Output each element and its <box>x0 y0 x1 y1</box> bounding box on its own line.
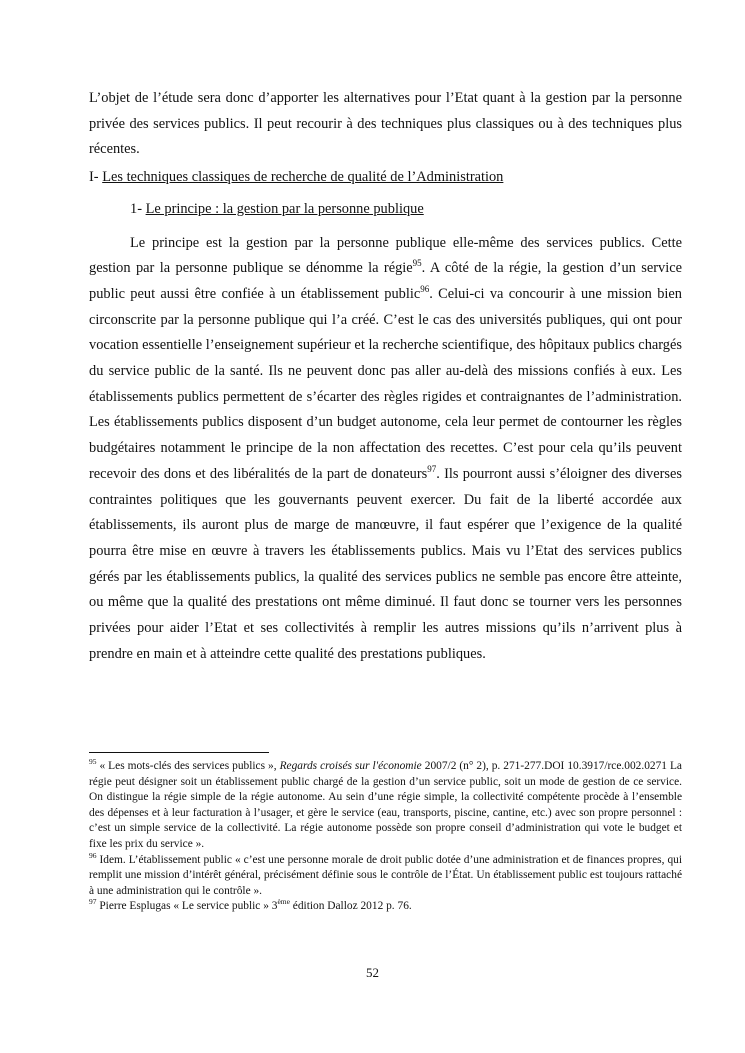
body-part-1: Le principe est la gestion par la personne publique elle-même des services publics. Cette gestion par la personne publique se dénomme la régie <box>89 234 682 277</box>
subsection-heading <box>89 197 682 223</box>
body-part-2: . A côté de la régie, la gestion d’un service public peut aussi être confiée à un établissement public <box>89 260 682 302</box>
footnote-ordinal: ème <box>277 897 290 907</box>
page-body <box>89 86 682 667</box>
body-paragraph <box>89 231 682 668</box>
footnote-separator <box>89 752 269 753</box>
footnote-text: 2007/2 (n° 2), p. 271-277.DOI 10.3917/rce.002.0271 La régie peut désigner soit un établissement public chargé de la gestion d’un service public, soit un mode de gestion de ce service. On distingue la régie simple de la régie autonome. Au sein d’une régie simple, la collectivité compétente procède à l’ensemble des dépenses et à leur facturation à l’usager, et gère le service (eau, transports, piscine, cantine, etc.) avec son propre personnel : c’est un simple service de la collectivité. La régie autonome possède son propre conseil d’administration qui vote le budget et fixe les prix du service ». <box>89 760 682 850</box>
subsection-prefix: 1- <box>130 200 146 217</box>
footnotes-section <box>89 752 682 915</box>
intro-paragraph: L’objet de l’étude sera donc d’apporter les alternatives pour l’Etat quant à la gestion par la personne privée des services publics. Il peut recourir à des techniques plus classiques ou à des techniques plus récentes. <box>89 90 682 158</box>
footnote-ref-96[interactable]: 96 <box>420 284 430 295</box>
footnote-text: « Les mots-clés des services publics », <box>96 760 280 772</box>
subsection-title: Le principe : la gestion par la personne publique <box>145 200 424 217</box>
body-part-4: . Ils pourront aussi s’éloigner des diverses contraintes politiques que les gouvernants peuvent exercer. Du fait de la liberté accordée aux établissements, ils auront plus de marge de manœuvre, il faut espérer que l’exigence de la qualité pourra être mise en œuvre à travers les établissements publics. Mais vu l’Etat des services publics gérés par les établissements publics, la qualité des services publics ne semble pas encore être atteinte, ou même que la qualité des prestations ont même diminué. Il faut donc se tourner vers les personnes privées pour aider l’Etat et ses collectivités à remplir les autres missions qu’ils n’arrivent plus à prendre en main et à atteindre cette qualité des prestations publiques. <box>89 465 682 662</box>
footnote-97 <box>89 899 682 915</box>
footnote-text: Idem. L’établissement public « c’est une personne morale de droit public dotée d’une administration et de finances propres, qui remplit une mission d’intérêt général, précisément définie sous le contrôle de l’État. Un établissement public est toujours rattaché à une administration qui le contrôle ». <box>89 853 682 897</box>
footnote-text: édition Dalloz 2012 p. 76. <box>289 900 412 913</box>
footnote-96 <box>89 850 682 900</box>
footnote-journal-title: Regards croisés sur l'économie <box>279 760 422 772</box>
section-heading <box>89 165 682 191</box>
footnote-number: 95 <box>89 757 97 767</box>
footnote-text: Pierre Esplugas « Le service public » 3 <box>96 900 278 913</box>
section-prefix: I- <box>89 169 103 186</box>
body-part-3: . Celui-ci va concourir à une mission bien circonscrite par la personne publique qui l’a créé. C’est le cas des universités publiques, qui ont pour vocation essentielle l’enseignement supérieur et la recherche scientifique, des hôpitaux publics chargés du service public de la santé. Ils ne peuvent donc pas aller au-delà des missions confiés à eux. Les établissements publics permettent de s’écarter des règles rigides et contraignantes de l’administration. Les établissements publics disposent d’un budget autonome, cela leur permet de contourner les règles budgétaires notamment le principe de la non affectation des recettes. C’est pour cela qu’ils peuvent recevoir des dons et des libéralités de la part de donateurs <box>89 285 682 482</box>
page-number: 52 <box>366 965 379 980</box>
footnote-number: 97 <box>89 897 97 907</box>
footnote-ref-97[interactable]: 97 <box>427 464 437 475</box>
footnote-number: 96 <box>89 850 97 860</box>
footnote-95 <box>89 759 682 853</box>
footnote-ref-95[interactable]: 95 <box>412 258 422 269</box>
section-title: Les techniques classiques de recherche de qualité de l’Administration <box>102 169 504 186</box>
